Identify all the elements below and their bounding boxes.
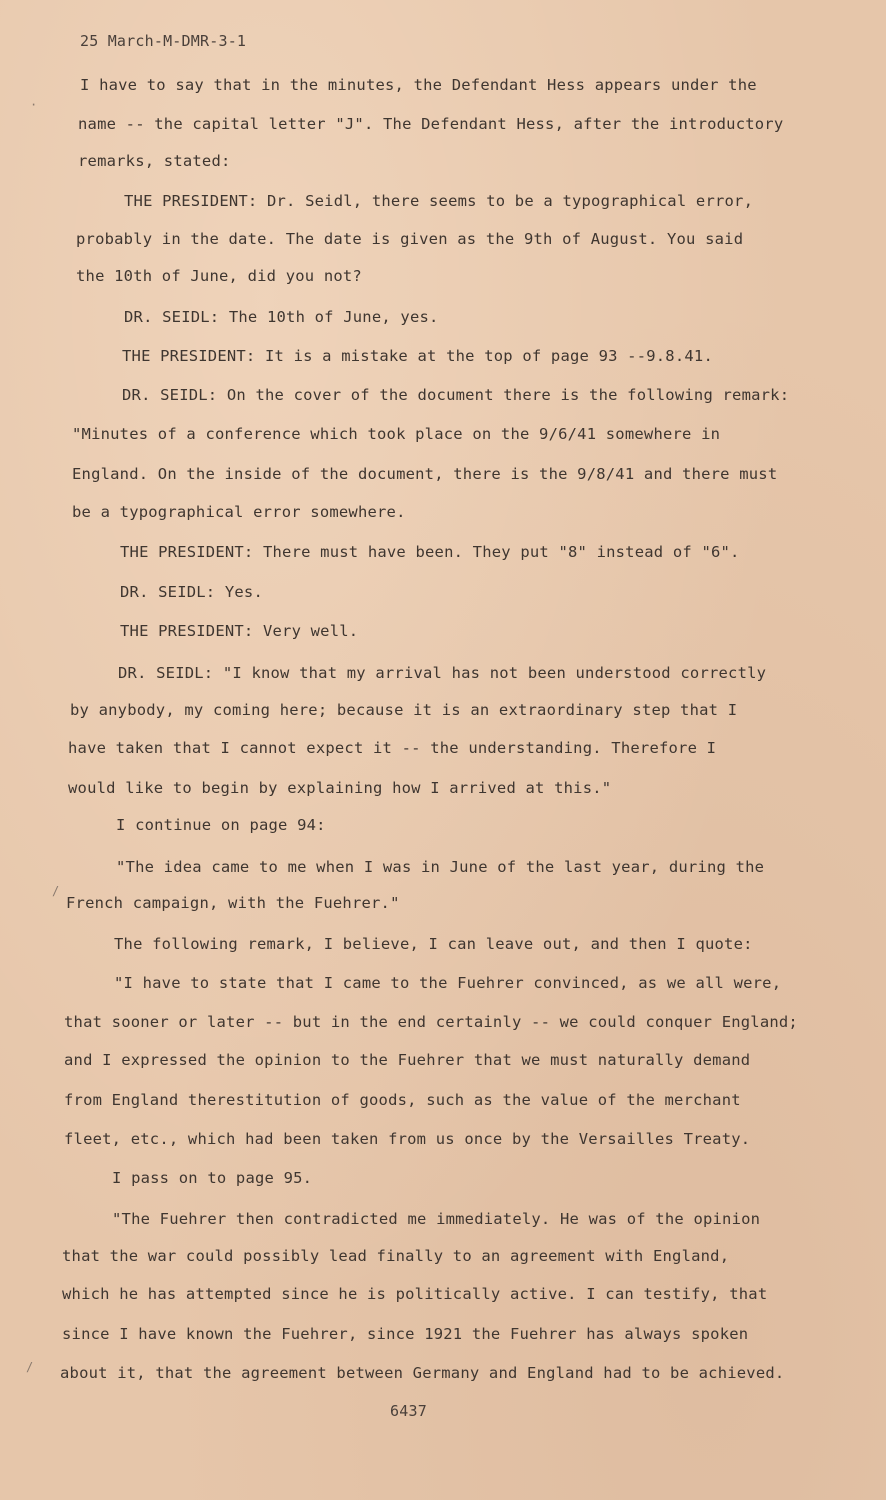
text-line: THE PRESIDENT: Very well.	[120, 622, 359, 640]
text-line: which he has attempted since he is politically active. I can testify, that	[62, 1285, 768, 1303]
text-line: THE PRESIDENT: It is a mistake at the top of page 93 --9.8.41.	[122, 347, 713, 365]
text-line: probably in the date. The date is given as the 9th of August. You said	[76, 230, 744, 248]
margin-mark: /	[52, 884, 60, 898]
text-line: from England therestitution of goods, such as the value of the merchant	[64, 1091, 741, 1109]
document-header: 25 March-M-DMR-3-1	[80, 32, 247, 50]
text-line: be a typographical error somewhere.	[72, 503, 406, 521]
page-number: 6437	[390, 1402, 427, 1420]
text-line: have taken that I cannot expect it -- the understanding. Therefore I	[68, 739, 717, 757]
text-line: I continue on page 94:	[116, 816, 326, 834]
text-line: England. On the inside of the document, there is the 9/8/41 and there must	[72, 465, 778, 483]
text-line: French campaign, with the Fuehrer."	[66, 894, 400, 912]
text-line: I pass on to page 95.	[112, 1169, 313, 1187]
text-line: fleet, etc., which had been taken from us once by the Versailles Treaty.	[64, 1130, 751, 1148]
text-line: since I have known the Fuehrer, since 1921 the Fuehrer has always spoken	[62, 1325, 749, 1343]
margin-mark: /	[26, 1360, 34, 1374]
text-line: "The idea came to me when I was in June of the last year, during the	[116, 858, 765, 876]
text-line: that sooner or later -- but in the end certainly -- we could conquer England;	[64, 1013, 798, 1031]
text-line: THE PRESIDENT: Dr. Seidl, there seems to be a typographical error,	[124, 192, 754, 210]
text-line: "Minutes of a conference which took place on the 9/6/41 somewhere in	[72, 425, 721, 443]
text-line: and I expressed the opinion to the Fuehrer that we must naturally demand	[64, 1051, 751, 1069]
text-line: The following remark, I believe, I can leave out, and then I quote:	[114, 935, 753, 953]
text-line: about it, that the agreement between Germany and England had to be achieved.	[60, 1364, 785, 1382]
text-line: "I have to state that I came to the Fuehrer convinced, as we all were,	[114, 974, 782, 992]
text-line: by anybody, my coming here; because it is an extraordinary step that I	[70, 701, 738, 719]
text-line: DR. SEIDL: On the cover of the document there is the following remark:	[122, 386, 790, 404]
text-line: DR. SEIDL: Yes.	[120, 583, 263, 601]
text-line: that the war could possibly lead finally to an agreement with England,	[62, 1247, 730, 1265]
text-line: THE PRESIDENT: There must have been. They put "8" instead of "6".	[120, 543, 740, 561]
text-line: remarks, stated:	[78, 152, 231, 170]
text-line: DR. SEIDL: The 10th of June, yes.	[124, 308, 439, 326]
text-line: the 10th of June, did you not?	[76, 267, 362, 285]
text-line: would like to begin by explaining how I arrived at this."	[68, 779, 612, 797]
text-line: name -- the capital letter "J". The Defendant Hess, after the introductory	[78, 115, 784, 133]
text-line: I have to say that in the minutes, the Defendant Hess appears under the	[80, 76, 757, 94]
margin-mark: ·	[30, 98, 38, 112]
text-line: DR. SEIDL: "I know that my arrival has not been understood correctly	[118, 664, 767, 682]
text-line: "The Fuehrer then contradicted me immediately. He was of the opinion	[112, 1210, 761, 1228]
